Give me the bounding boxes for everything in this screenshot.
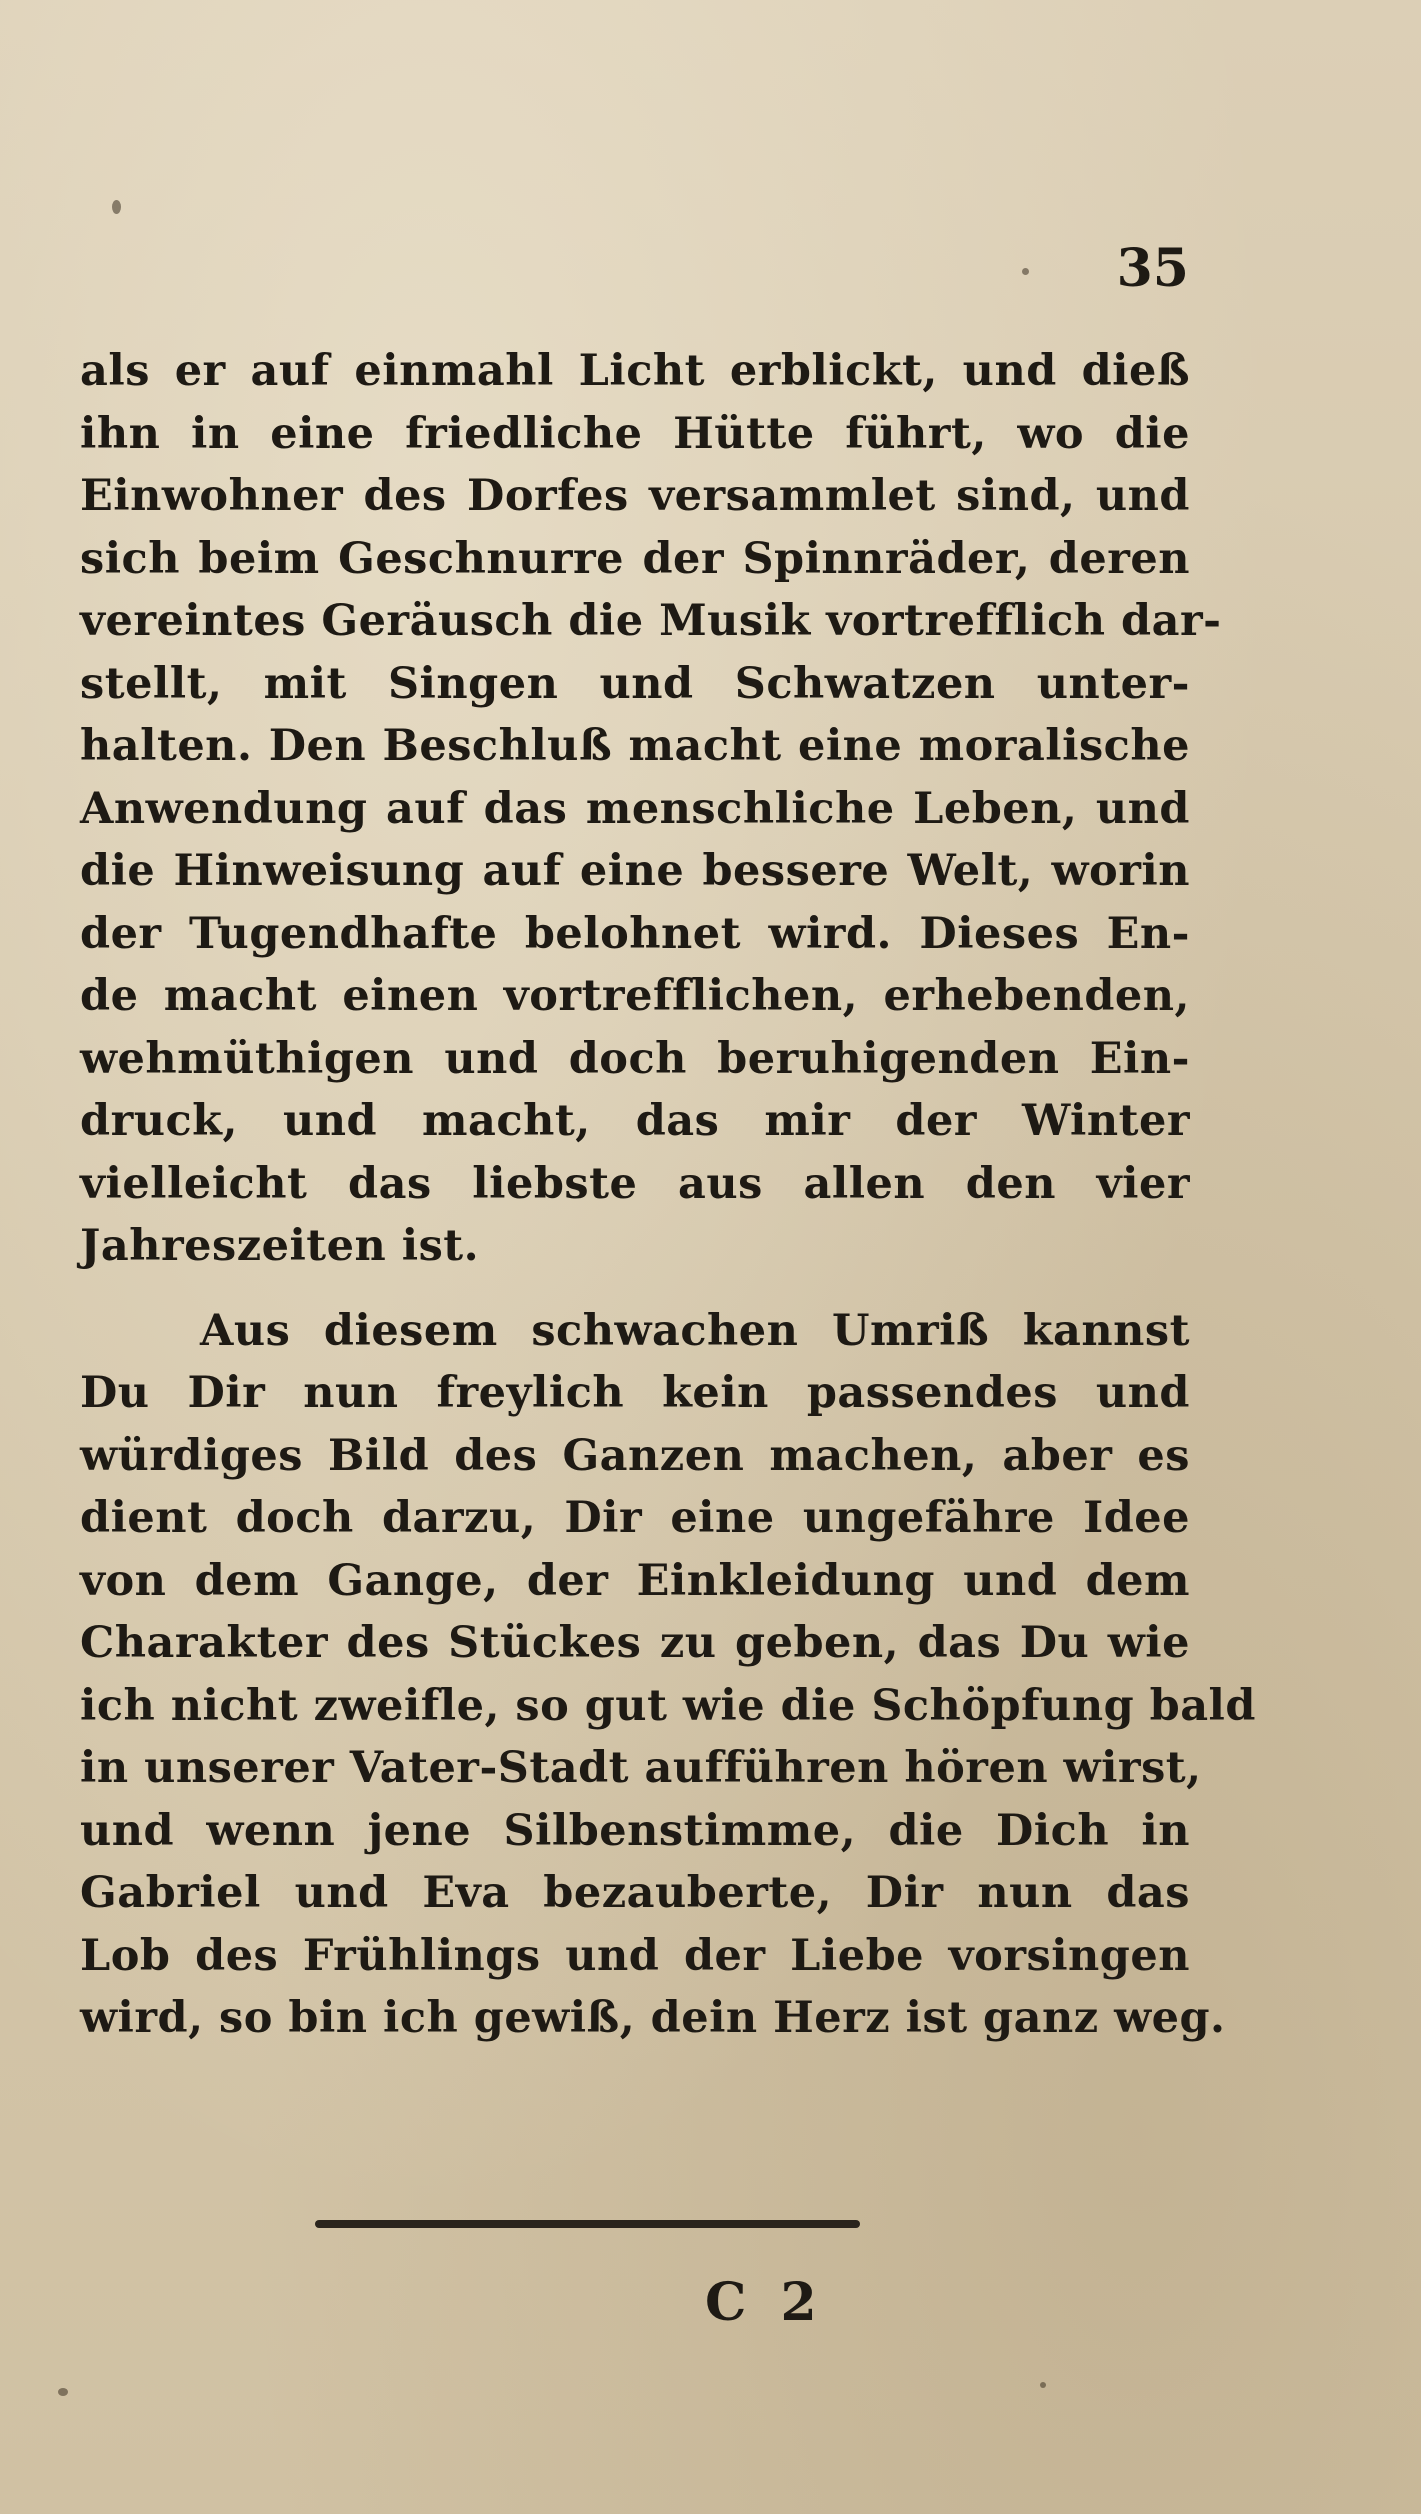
text-line: sich beim Geschnurre der Spinnräder, deren [80,533,1190,584]
text-line: der Tugendhafte belohnet wird. Dieses En- [80,908,1190,959]
page-number: 35 [1116,238,1189,299]
paper-speck [58,2388,68,2396]
paragraph-2 [80,1300,1256,2050]
paper-speck [1022,268,1029,275]
text-line: wird, so bin ich gewiß, dein Herz ist ganz weg. [80,1993,1226,2043]
text-line: würdiges Bild des Ganzen machen, aber es [80,1430,1190,1481]
text-line: die Hinweisung auf eine bessere Welt, worin [80,846,1190,896]
footer-rule [315,2220,860,2228]
text-line: Gabriel und Eva bezauberte, Dir nun das [80,1868,1190,1918]
text-line: Lob des Frühlings und der Liebe vorsingen [80,1930,1190,1981]
text-line: als er auf einmahl Licht erblickt, und dieß [80,346,1190,396]
text-line: ich nicht zweifle, so gut wie die Schöpfung bald [80,1680,1256,1731]
text-line: Jahreszeiten ist. [80,1221,480,1271]
text-line: Du Dir nun freylich kein passendes und [80,1368,1190,1418]
text-line: Anwendung auf das menschliche Leben, und [80,783,1190,834]
printer-signature: C 2 [705,2272,825,2333]
text-line: de macht einen vortrefflichen, erhebenden, [80,971,1190,1021]
text-line: in unserer Vater-Stadt aufführen hören wirst, [80,1743,1202,1793]
body-text [80,340,1256,2050]
paragraph-gap [80,1278,1190,1300]
text-line: halten. Den Beschluß macht eine moralische [80,721,1190,771]
text-line: vielleicht das liebste aus allen den vier [80,1158,1190,1209]
text-line: und wenn jene Silbenstimme, die Dich in [80,1805,1190,1856]
text-line: Aus diesem schwachen Umriß kannst [200,1305,1190,1356]
text-line: von dem Gange, der Einkleidung und dem [80,1555,1190,1606]
paragraph-1 [80,340,1222,1278]
text-line: Einwohner des Dorfes versammlet sind, und [80,471,1190,521]
text-line: Charakter des Stückes zu geben, das Du wie [80,1618,1190,1668]
text-line: ihn in eine friedliche Hütte führt, wo die [80,408,1190,459]
text-line: stellt, mit Singen und Schwatzen unter- [80,658,1190,709]
text-line: vereintes Geräusch die Musik vortrefflich dar- [80,596,1222,646]
text-line: dient doch darzu, Dir eine ungefähre Idee [80,1493,1190,1543]
paper-speck [1040,2382,1046,2388]
paper-speck [112,200,121,214]
text-line: wehmüthigen und doch beruhigenden Ein- [80,1033,1190,1084]
text-line: druck, und macht, das mir der Winter [80,1096,1190,1146]
